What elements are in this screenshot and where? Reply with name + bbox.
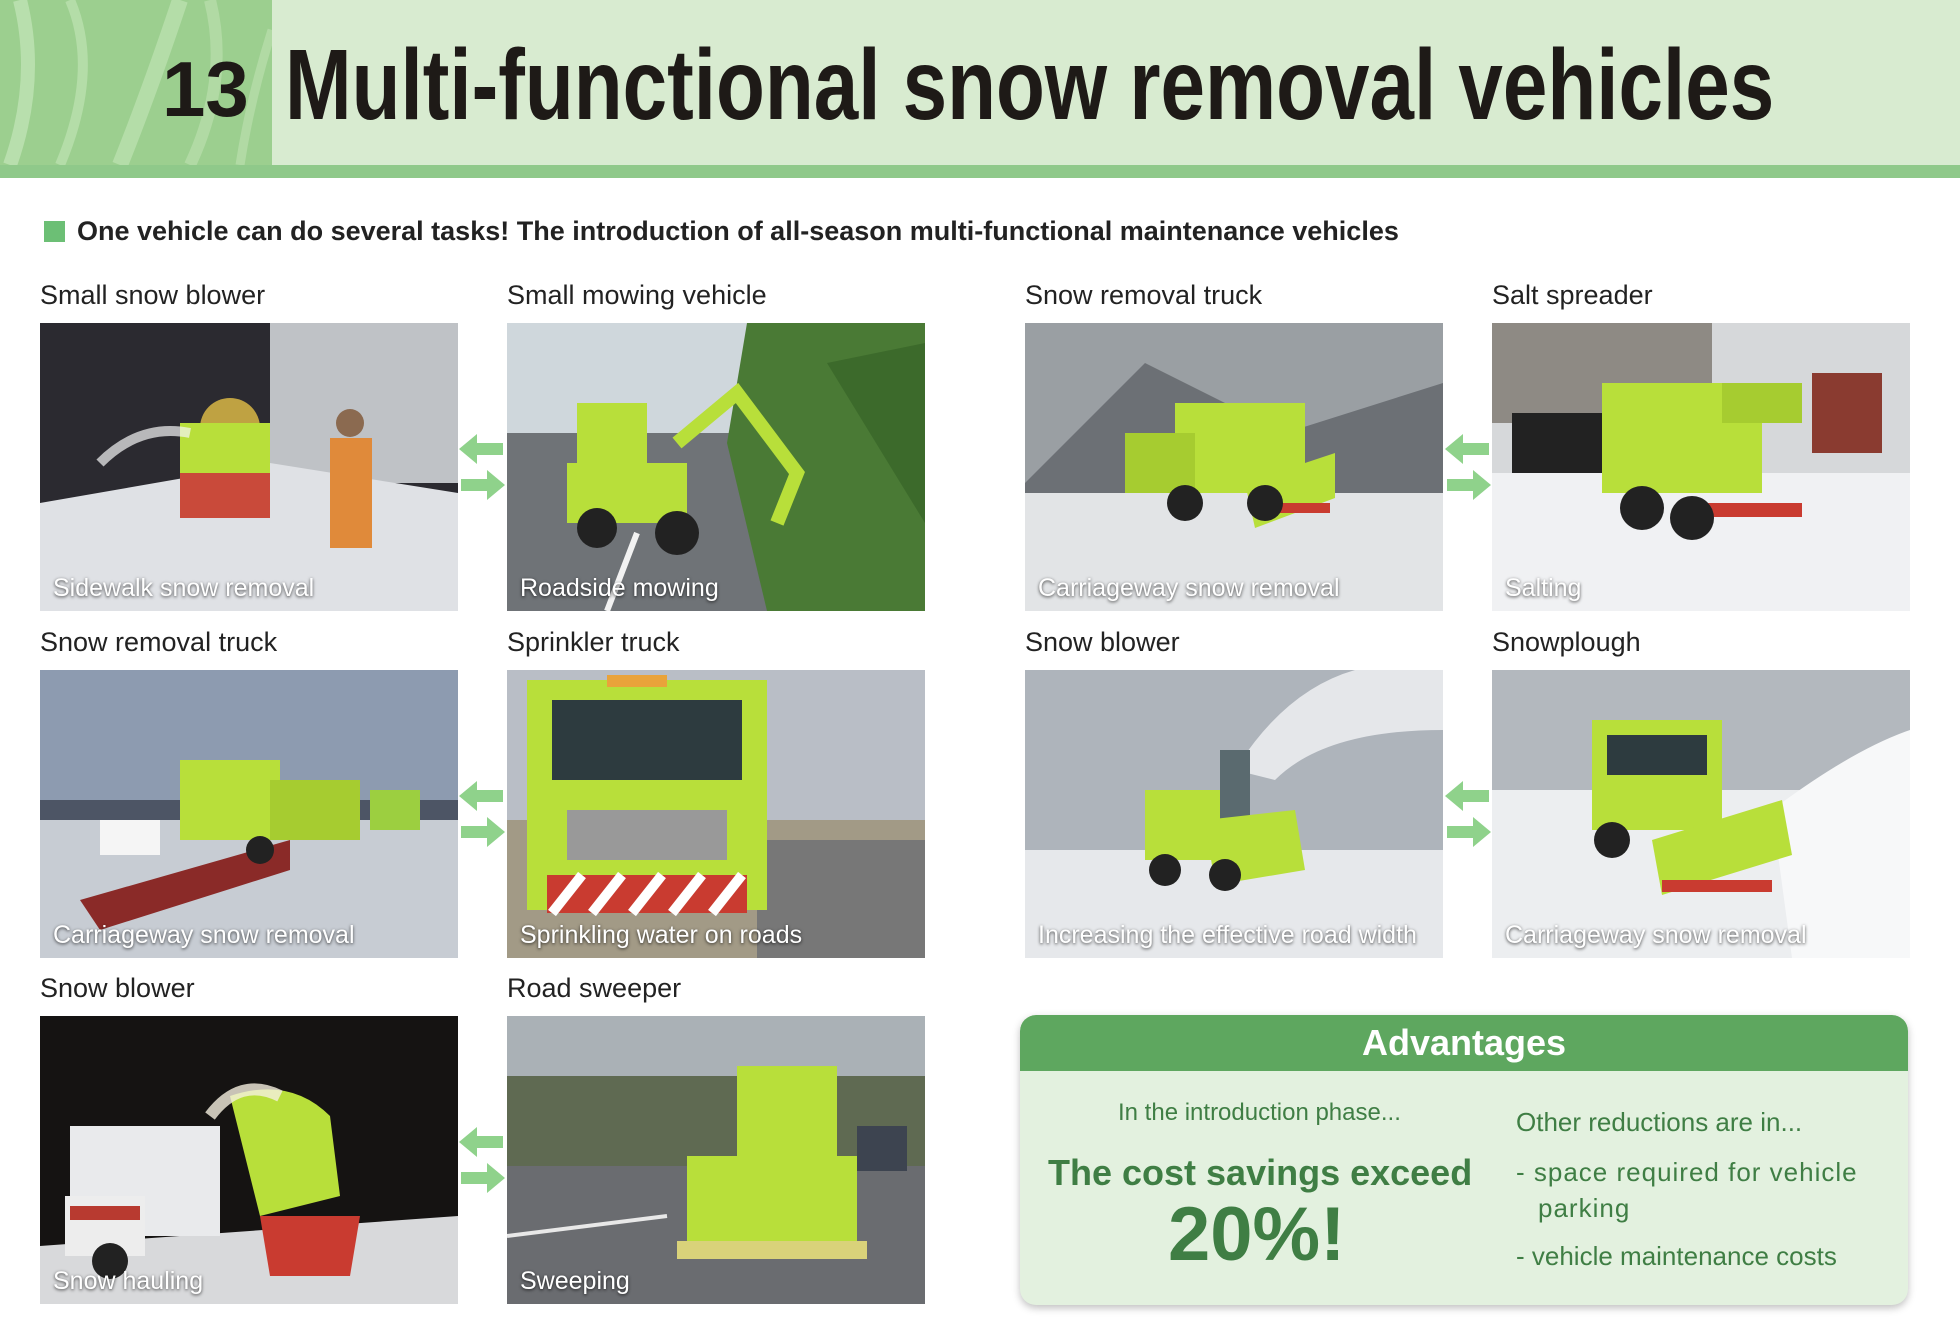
reduction-item: - space required for vehicle xyxy=(1516,1157,1858,1187)
photo-label: Sprinkling water on roads xyxy=(520,921,803,949)
swap-arrows-icon xyxy=(457,1125,507,1195)
swap-arrows-icon xyxy=(1443,779,1493,849)
photo-label: Sidewalk snow removal xyxy=(53,574,315,602)
photo-label: Carriageway snow removal xyxy=(1505,921,1807,949)
photo-label: Carriageway snow removal xyxy=(1038,574,1340,602)
advantages-value: 20%! xyxy=(1168,1192,1346,1277)
photo-sprinkler-truck xyxy=(507,670,925,958)
advantages-intro: In the introduction phase... xyxy=(1118,1099,1401,1126)
photo-small-snow-blower xyxy=(40,323,458,611)
panel-title-10: Road sweeper xyxy=(507,973,682,1003)
swap-arrows-icon xyxy=(1443,432,1493,502)
photo-label: Sweeping xyxy=(520,1267,630,1295)
page-title: Multi-functional snow removal vehicles xyxy=(285,29,1775,141)
photo-snowplough xyxy=(1492,670,1910,958)
advantages-box xyxy=(1020,1015,1908,1305)
panel-title-3: Snow removal truck xyxy=(1025,280,1263,310)
panel-title-5: Snow removal truck xyxy=(40,627,278,657)
photo-snow-removal-truck xyxy=(1025,323,1443,611)
subtitle-bullet xyxy=(44,221,65,242)
advantages-headline: The cost savings exceed xyxy=(1048,1152,1473,1193)
other-reductions-heading: Other reductions are in... xyxy=(1516,1107,1803,1137)
panel-title-6: Sprinkler truck xyxy=(507,627,680,657)
photo-label: Snow hauling xyxy=(53,1267,204,1295)
swap-arrows-icon xyxy=(457,779,507,849)
advantages-title: Advantages xyxy=(1361,1022,1567,1063)
panel-title-2: Small mowing vehicle xyxy=(507,280,767,310)
panel-title-1: Small snow blower xyxy=(40,280,266,310)
photo-label: Salting xyxy=(1505,574,1582,602)
photo-salt-spreader xyxy=(1492,323,1910,611)
photo-snow-blower-hauling xyxy=(40,1016,458,1304)
photo-label: Increasing the effective road width xyxy=(1038,921,1417,949)
panel-title-4: Salt spreader xyxy=(1492,280,1653,310)
reduction-item: - vehicle maintenance costs xyxy=(1516,1241,1837,1271)
reduction-item: parking xyxy=(1538,1193,1631,1223)
photo-label: Carriageway snow removal xyxy=(53,921,355,949)
page-subtitle: One vehicle can do several tasks! The introduction of all-season multi-functional maintenance vehicles xyxy=(77,216,1399,246)
photo-road-sweeper xyxy=(507,1016,925,1304)
photo-snow-removal-truck-2 xyxy=(40,670,458,958)
header-band xyxy=(0,165,1960,178)
panel-title-9: Snow blower xyxy=(40,973,195,1003)
panel-title-8: Snowplough xyxy=(1492,627,1641,657)
section-number: 13 xyxy=(162,45,249,133)
photo-snow-blower xyxy=(1025,670,1443,958)
panel-title-7: Snow blower xyxy=(1025,627,1180,657)
photo-label: Roadside mowing xyxy=(520,574,719,602)
photo-small-mowing-vehicle xyxy=(507,323,925,611)
swap-arrows-icon xyxy=(457,432,507,502)
